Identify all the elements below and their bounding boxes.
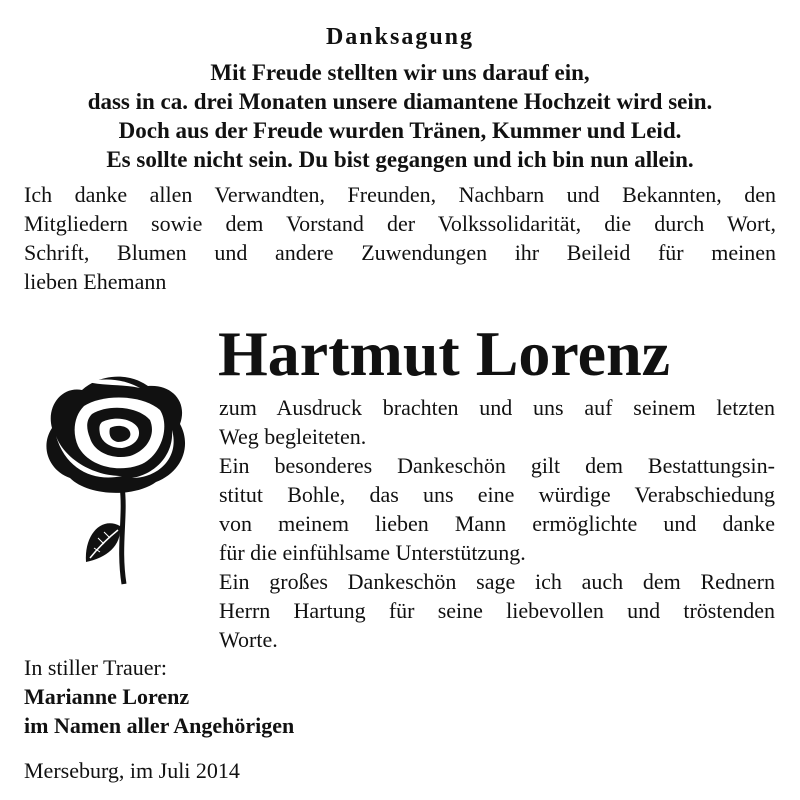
notice-heading: Danksagung xyxy=(325,24,475,50)
intro-line: Mitgliedern sowie dem Vorstand der Volkssolidarität, die durch Wort, xyxy=(24,211,776,236)
intro-line: Ich danke allen Verwandten, Freunden, Nachbarn und Bekannten, den xyxy=(24,182,776,207)
rose-icon xyxy=(22,366,212,586)
body-line: Weg begleiteten. xyxy=(219,424,367,449)
poem xyxy=(0,58,800,174)
body-line: stitut Bohle, das uns eine würdige Verabschiedung xyxy=(219,482,775,507)
body-line: Herrn Hartung für seine liebevollen und tröstenden xyxy=(219,598,775,623)
body-text xyxy=(219,393,775,654)
place-date: Merseburg, im Juli 2014 xyxy=(24,758,240,783)
intro-line: Schrift, Blumen und andere Zuwendungen ihr Beileid für meinen xyxy=(24,240,776,265)
deceased-name: Hartmut Lorenz xyxy=(218,318,671,389)
signature-name: Marianne Lorenz xyxy=(24,684,190,709)
body-line: Worte. xyxy=(219,627,278,652)
poem-line: Doch aus der Freude wurden Tränen, Kummer und Leid. xyxy=(118,118,682,143)
intro-line: lieben Ehemann xyxy=(24,269,167,294)
body-line: Ein besonderes Dankeschön gilt dem Bestattungsin- xyxy=(219,453,775,478)
poem-line: dass in ca. drei Monaten unsere diamantene Hochzeit wird sein. xyxy=(87,89,713,114)
body-line: von meinem lieben Mann ermöglichte und danke xyxy=(219,511,775,536)
intro-text xyxy=(24,180,776,296)
signature-intro: In stiller Trauer: xyxy=(24,655,167,680)
signature-block xyxy=(24,653,524,740)
signature-family: im Namen aller Angehörigen xyxy=(24,713,295,738)
body-line: Ein großes Dankeschön sage ich auch dem Rednern xyxy=(219,569,775,594)
poem-line: Es sollte nicht sein. Du bist gegangen und ich bin nun allein. xyxy=(106,147,694,172)
poem-line: Mit Freude stellten wir uns darauf ein, xyxy=(210,60,590,85)
body-line: zum Ausdruck brachten und uns auf seinem letzten xyxy=(219,395,775,420)
body-line: für die einfühlsame Unterstützung. xyxy=(219,540,526,565)
